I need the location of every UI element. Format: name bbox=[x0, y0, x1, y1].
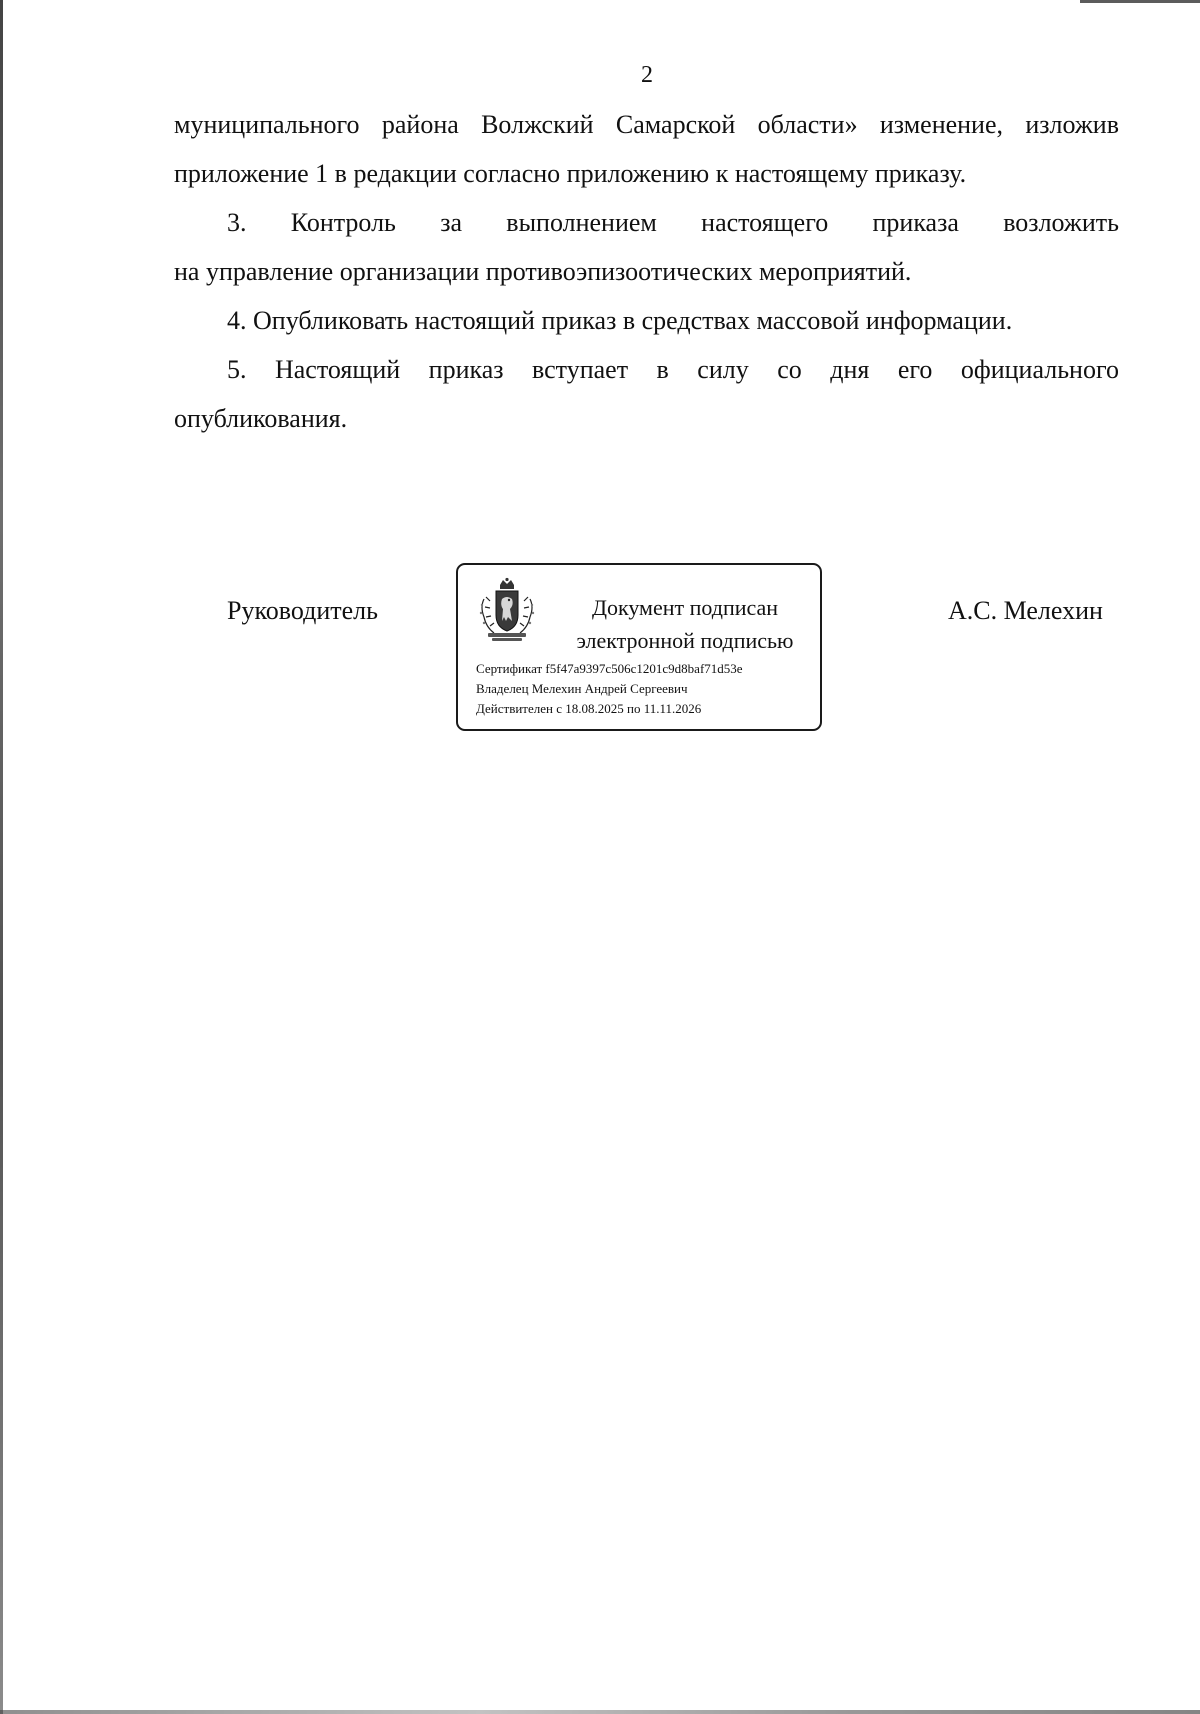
paragraph-item-5 bbox=[174, 345, 1119, 443]
electronic-signature-stamp bbox=[456, 563, 822, 731]
esign-owner: Владелец Мелехин Андрей Сергеевич bbox=[476, 681, 688, 696]
scan-top-edge bbox=[1080, 0, 1200, 3]
signer-position: Руководитель bbox=[227, 596, 378, 625]
esign-title-line-1: Документ подписан bbox=[591, 595, 779, 620]
paragraph-item-3 bbox=[174, 198, 1119, 296]
esign-certificate: Сертификат f5f47a9397c506c1201c9d8baf71d53e bbox=[476, 661, 743, 676]
text-line: 5. Настоящий приказ вступает в силу со дня его официального bbox=[227, 355, 1119, 384]
document-body bbox=[174, 100, 1119, 443]
signer-name: А.С. Мелехин bbox=[948, 596, 1103, 625]
text-line: муниципального района Волжский Самарской области» изменение, изложив bbox=[174, 110, 1119, 139]
text-line: на управление организации противоэпизоотических мероприятий. bbox=[174, 257, 912, 286]
text-line: приложение 1 в редакции согласно приложению к настоящему приказу. bbox=[174, 159, 967, 188]
esign-title-line-2: электронной подписью bbox=[576, 628, 794, 653]
text-line: опубликования. bbox=[174, 404, 348, 433]
text-line: 4. Опубликовать настоящий приказ в средствах массовой информации. bbox=[227, 306, 1013, 335]
scan-bottom-edge bbox=[0, 1710, 1200, 1714]
paragraph-item-4 bbox=[174, 296, 1119, 345]
esign-validity: Действителен с 18.08.2025 по 11.11.2026 bbox=[476, 701, 702, 716]
coat-of-arms-icon bbox=[476, 577, 538, 643]
scan-left-edge bbox=[0, 0, 3, 1714]
paragraph-continuation bbox=[174, 100, 1119, 198]
esign-title bbox=[554, 591, 816, 657]
text-line: 3. Контроль за выполнением настоящего приказа возложить bbox=[227, 208, 1119, 237]
page-number: 2 bbox=[641, 62, 653, 88]
